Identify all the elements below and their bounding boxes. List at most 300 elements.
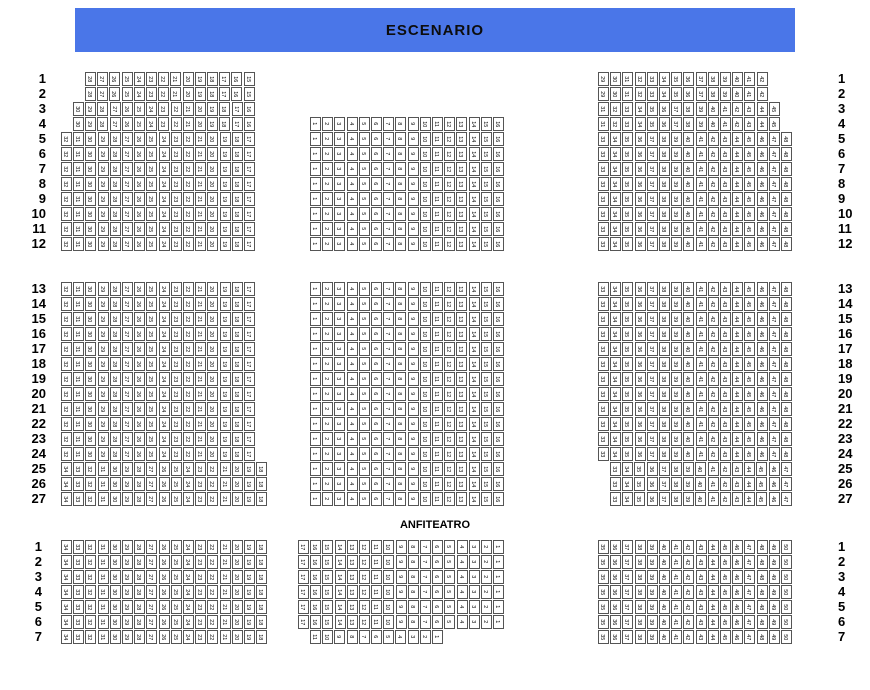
seat[interactable]: 33 xyxy=(598,237,609,251)
seat[interactable]: 3 xyxy=(334,192,345,206)
seat[interactable]: 9 xyxy=(334,630,345,644)
seat[interactable]: 41 xyxy=(671,555,682,569)
seat[interactable]: 38 xyxy=(635,540,646,554)
seat[interactable]: 25 xyxy=(146,387,157,401)
seat[interactable]: 8 xyxy=(408,600,419,614)
seat[interactable]: 43 xyxy=(720,447,731,461)
seat[interactable]: 35 xyxy=(598,540,609,554)
seat[interactable]: 19 xyxy=(220,237,231,251)
seat[interactable]: 13 xyxy=(456,387,467,401)
seat[interactable]: 12 xyxy=(359,570,370,584)
seat[interactable]: 48 xyxy=(757,540,768,554)
seat[interactable]: 23 xyxy=(146,72,157,86)
seat[interactable]: 25 xyxy=(146,297,157,311)
seat[interactable]: 33 xyxy=(73,462,84,476)
seat[interactable]: 33 xyxy=(622,117,633,131)
seat[interactable]: 38 xyxy=(708,87,719,101)
seat[interactable]: 14 xyxy=(335,600,346,614)
seat[interactable]: 48 xyxy=(781,192,792,206)
seat[interactable]: 35 xyxy=(622,402,633,416)
seat[interactable]: 48 xyxy=(781,132,792,146)
seat[interactable]: 32 xyxy=(85,600,96,614)
seat[interactable]: 11 xyxy=(371,570,382,584)
seat[interactable]: 1 xyxy=(310,282,321,296)
seat[interactable]: 18 xyxy=(232,222,243,236)
seat[interactable]: 6 xyxy=(371,192,382,206)
seat[interactable]: 30 xyxy=(85,192,96,206)
seat[interactable]: 49 xyxy=(769,630,780,644)
seat[interactable]: 43 xyxy=(720,357,731,371)
seat[interactable]: 19 xyxy=(220,147,231,161)
seat[interactable]: 44 xyxy=(732,327,743,341)
seat[interactable]: 25 xyxy=(146,282,157,296)
seat[interactable]: 46 xyxy=(757,312,768,326)
seat[interactable]: 47 xyxy=(769,417,780,431)
seat[interactable]: 5 xyxy=(359,477,370,491)
seat[interactable]: 44 xyxy=(732,282,743,296)
seat[interactable]: 47 xyxy=(769,282,780,296)
seat[interactable]: 8 xyxy=(395,477,406,491)
seat[interactable]: 2 xyxy=(322,432,333,446)
seat[interactable]: 26 xyxy=(159,477,170,491)
seat[interactable]: 37 xyxy=(647,237,658,251)
seat[interactable]: 37 xyxy=(647,222,658,236)
seat[interactable]: 28 xyxy=(110,147,121,161)
seat[interactable]: 42 xyxy=(708,192,719,206)
seat[interactable]: 42 xyxy=(683,555,694,569)
seat[interactable]: 8 xyxy=(395,282,406,296)
seat[interactable]: 18 xyxy=(219,117,230,131)
seat[interactable]: 47 xyxy=(781,477,792,491)
seat[interactable]: 40 xyxy=(659,615,670,629)
seat[interactable]: 34 xyxy=(610,147,621,161)
seat[interactable]: 30 xyxy=(85,417,96,431)
seat[interactable]: 21 xyxy=(195,417,206,431)
seat[interactable]: 22 xyxy=(183,402,194,416)
seat[interactable]: 29 xyxy=(98,447,109,461)
seat[interactable]: 14 xyxy=(335,555,346,569)
seat[interactable]: 36 xyxy=(635,222,646,236)
seat[interactable]: 24 xyxy=(183,570,194,584)
seat[interactable]: 24 xyxy=(159,297,170,311)
seat[interactable]: 26 xyxy=(134,297,145,311)
seat[interactable]: 24 xyxy=(159,132,170,146)
seat[interactable]: 50 xyxy=(781,600,792,614)
seat[interactable]: 35 xyxy=(622,417,633,431)
seat[interactable]: 30 xyxy=(85,222,96,236)
seat[interactable]: 48 xyxy=(781,147,792,161)
seat[interactable]: 39 xyxy=(671,282,682,296)
seat[interactable]: 26 xyxy=(134,402,145,416)
seat[interactable]: 24 xyxy=(134,87,145,101)
seat[interactable]: 3 xyxy=(469,570,480,584)
seat[interactable]: 1 xyxy=(310,177,321,191)
seat[interactable]: 30 xyxy=(610,72,621,86)
seat[interactable]: 32 xyxy=(61,357,72,371)
seat[interactable]: 14 xyxy=(469,327,480,341)
seat[interactable]: 28 xyxy=(110,327,121,341)
seat[interactable]: 21 xyxy=(220,462,231,476)
seat[interactable]: 10 xyxy=(383,585,394,599)
seat[interactable]: 6 xyxy=(432,600,443,614)
seat[interactable]: 42 xyxy=(708,162,719,176)
seat[interactable]: 10 xyxy=(383,570,394,584)
seat[interactable]: 6 xyxy=(371,117,382,131)
seat[interactable]: 13 xyxy=(347,585,358,599)
seat[interactable]: 16 xyxy=(493,372,504,386)
seat[interactable]: 18 xyxy=(232,357,243,371)
seat[interactable]: 29 xyxy=(122,630,133,644)
seat[interactable]: 33 xyxy=(598,447,609,461)
seat[interactable]: 16 xyxy=(493,387,504,401)
seat[interactable]: 20 xyxy=(207,177,218,191)
seat[interactable]: 29 xyxy=(122,540,133,554)
seat[interactable]: 41 xyxy=(696,357,707,371)
seat[interactable]: 46 xyxy=(757,402,768,416)
seat[interactable]: 19 xyxy=(220,162,231,176)
seat[interactable]: 43 xyxy=(720,282,731,296)
seat[interactable]: 45 xyxy=(744,447,755,461)
seat[interactable]: 12 xyxy=(444,282,455,296)
seat[interactable]: 40 xyxy=(683,387,694,401)
seat[interactable]: 35 xyxy=(622,162,633,176)
seat[interactable]: 6 xyxy=(432,615,443,629)
seat[interactable]: 3 xyxy=(469,600,480,614)
seat[interactable]: 40 xyxy=(683,147,694,161)
seat[interactable]: 31 xyxy=(98,630,109,644)
seat[interactable]: 20 xyxy=(232,477,243,491)
seat[interactable]: 44 xyxy=(732,432,743,446)
seat[interactable]: 20 xyxy=(232,600,243,614)
seat[interactable]: 2 xyxy=(322,117,333,131)
seat[interactable]: 41 xyxy=(708,477,719,491)
seat[interactable]: 43 xyxy=(720,147,731,161)
seat[interactable]: 42 xyxy=(708,387,719,401)
seat[interactable]: 19 xyxy=(244,570,255,584)
seat[interactable]: 35 xyxy=(622,207,633,221)
seat[interactable]: 3 xyxy=(469,555,480,569)
seat[interactable]: 19 xyxy=(195,72,206,86)
seat[interactable]: 20 xyxy=(207,357,218,371)
seat[interactable]: 29 xyxy=(98,327,109,341)
seat[interactable]: 38 xyxy=(659,387,670,401)
seat[interactable]: 16 xyxy=(310,600,321,614)
seat[interactable]: 24 xyxy=(183,630,194,644)
seat[interactable]: 2 xyxy=(322,132,333,146)
seat[interactable]: 9 xyxy=(408,492,419,506)
seat[interactable]: 27 xyxy=(146,540,157,554)
seat[interactable]: 19 xyxy=(244,585,255,599)
seat[interactable]: 33 xyxy=(598,297,609,311)
seat[interactable]: 38 xyxy=(659,372,670,386)
seat[interactable]: 24 xyxy=(159,372,170,386)
seat[interactable]: 43 xyxy=(696,630,707,644)
seat[interactable]: 11 xyxy=(432,387,443,401)
seat[interactable]: 7 xyxy=(383,297,394,311)
seat[interactable]: 25 xyxy=(146,372,157,386)
seat[interactable]: 8 xyxy=(347,630,358,644)
seat[interactable]: 24 xyxy=(146,117,157,131)
seat[interactable]: 27 xyxy=(122,192,133,206)
seat[interactable]: 6 xyxy=(371,222,382,236)
seat[interactable]: 16 xyxy=(493,132,504,146)
seat[interactable]: 16 xyxy=(493,432,504,446)
seat[interactable]: 2 xyxy=(322,477,333,491)
seat[interactable]: 16 xyxy=(244,102,255,116)
seat[interactable]: 33 xyxy=(598,282,609,296)
seat[interactable]: 31 xyxy=(598,102,609,116)
seat[interactable]: 25 xyxy=(171,540,182,554)
seat[interactable]: 2 xyxy=(481,540,492,554)
seat[interactable]: 16 xyxy=(493,237,504,251)
seat[interactable]: 40 xyxy=(659,570,670,584)
seat[interactable]: 23 xyxy=(195,540,206,554)
seat[interactable]: 37 xyxy=(647,327,658,341)
seat[interactable]: 39 xyxy=(683,477,694,491)
seat[interactable]: 43 xyxy=(696,615,707,629)
seat[interactable]: 37 xyxy=(622,630,633,644)
seat[interactable]: 5 xyxy=(359,192,370,206)
seat[interactable]: 21 xyxy=(170,87,181,101)
seat[interactable]: 14 xyxy=(469,117,480,131)
seat[interactable]: 31 xyxy=(622,72,633,86)
seat[interactable]: 31 xyxy=(598,117,609,131)
seat[interactable]: 44 xyxy=(732,297,743,311)
seat[interactable]: 32 xyxy=(61,177,72,191)
seat[interactable]: 41 xyxy=(696,222,707,236)
seat[interactable]: 13 xyxy=(456,342,467,356)
seat[interactable]: 45 xyxy=(756,462,767,476)
seat[interactable]: 18 xyxy=(232,417,243,431)
seat[interactable]: 8 xyxy=(395,372,406,386)
seat[interactable]: 43 xyxy=(696,600,707,614)
seat[interactable]: 21 xyxy=(220,600,231,614)
seat[interactable]: 12 xyxy=(444,162,455,176)
seat[interactable]: 11 xyxy=(432,372,443,386)
seat[interactable]: 49 xyxy=(769,600,780,614)
seat[interactable]: 36 xyxy=(635,207,646,221)
seat[interactable]: 9 xyxy=(408,207,419,221)
seat[interactable]: 10 xyxy=(420,297,431,311)
seat[interactable]: 14 xyxy=(469,342,480,356)
seat[interactable]: 3 xyxy=(469,540,480,554)
seat[interactable]: 29 xyxy=(122,600,133,614)
seat[interactable]: 36 xyxy=(635,282,646,296)
seat[interactable]: 12 xyxy=(359,585,370,599)
seat[interactable]: 21 xyxy=(195,132,206,146)
seat[interactable]: 24 xyxy=(159,357,170,371)
seat[interactable]: 23 xyxy=(171,207,182,221)
seat[interactable]: 31 xyxy=(98,585,109,599)
seat[interactable]: 48 xyxy=(781,447,792,461)
seat[interactable]: 3 xyxy=(334,402,345,416)
seat[interactable]: 17 xyxy=(244,177,255,191)
seat[interactable]: 47 xyxy=(769,297,780,311)
seat[interactable]: 1 xyxy=(310,447,321,461)
seat[interactable]: 31 xyxy=(73,207,84,221)
seat[interactable]: 33 xyxy=(598,132,609,146)
seat[interactable]: 36 xyxy=(610,570,621,584)
seat[interactable]: 12 xyxy=(444,417,455,431)
seat[interactable]: 46 xyxy=(757,237,768,251)
seat[interactable]: 7 xyxy=(383,357,394,371)
seat[interactable]: 17 xyxy=(244,372,255,386)
seat[interactable]: 15 xyxy=(322,585,333,599)
seat[interactable]: 41 xyxy=(744,87,755,101)
seat[interactable]: 46 xyxy=(757,387,768,401)
seat[interactable]: 44 xyxy=(708,540,719,554)
seat[interactable]: 8 xyxy=(395,207,406,221)
seat[interactable]: 9 xyxy=(396,615,407,629)
seat[interactable]: 2 xyxy=(322,177,333,191)
seat[interactable]: 18 xyxy=(232,387,243,401)
seat[interactable]: 21 xyxy=(220,555,231,569)
seat[interactable]: 8 xyxy=(395,447,406,461)
seat[interactable]: 39 xyxy=(671,207,682,221)
seat[interactable]: 15 xyxy=(481,492,492,506)
seat[interactable]: 46 xyxy=(757,147,768,161)
seat[interactable]: 23 xyxy=(171,402,182,416)
seat[interactable]: 17 xyxy=(244,417,255,431)
seat[interactable]: 14 xyxy=(469,207,480,221)
seat[interactable]: 46 xyxy=(757,282,768,296)
seat[interactable]: 36 xyxy=(610,600,621,614)
seat[interactable]: 23 xyxy=(195,630,206,644)
seat[interactable]: 11 xyxy=(371,585,382,599)
seat[interactable]: 23 xyxy=(171,372,182,386)
seat[interactable]: 15 xyxy=(481,417,492,431)
seat[interactable]: 38 xyxy=(659,297,670,311)
seat[interactable]: 9 xyxy=(408,177,419,191)
seat[interactable]: 37 xyxy=(647,162,658,176)
seat[interactable]: 20 xyxy=(195,117,206,131)
seat[interactable]: 2 xyxy=(322,387,333,401)
seat[interactable]: 46 xyxy=(757,192,768,206)
seat[interactable]: 36 xyxy=(659,117,670,131)
seat[interactable]: 17 xyxy=(244,327,255,341)
seat[interactable]: 34 xyxy=(635,117,646,131)
seat[interactable]: 28 xyxy=(110,222,121,236)
seat[interactable]: 26 xyxy=(122,117,133,131)
seat[interactable]: 14 xyxy=(469,492,480,506)
seat[interactable]: 5 xyxy=(359,177,370,191)
seat[interactable]: 17 xyxy=(244,192,255,206)
seat[interactable]: 30 xyxy=(73,117,84,131)
seat[interactable]: 47 xyxy=(769,132,780,146)
seat[interactable]: 5 xyxy=(359,387,370,401)
seat[interactable]: 46 xyxy=(757,222,768,236)
seat[interactable]: 3 xyxy=(334,372,345,386)
seat[interactable]: 21 xyxy=(195,282,206,296)
seat[interactable]: 27 xyxy=(122,237,133,251)
seat[interactable]: 43 xyxy=(732,477,743,491)
seat[interactable]: 15 xyxy=(481,387,492,401)
seat[interactable]: 42 xyxy=(732,117,743,131)
seat[interactable]: 7 xyxy=(420,555,431,569)
seat[interactable]: 38 xyxy=(659,417,670,431)
seat[interactable]: 22 xyxy=(183,342,194,356)
seat[interactable]: 12 xyxy=(444,357,455,371)
seat[interactable]: 40 xyxy=(659,555,670,569)
seat[interactable]: 2 xyxy=(322,417,333,431)
seat[interactable]: 28 xyxy=(110,177,121,191)
seat[interactable]: 36 xyxy=(635,402,646,416)
seat[interactable]: 17 xyxy=(244,357,255,371)
seat[interactable]: 16 xyxy=(493,342,504,356)
seat[interactable]: 9 xyxy=(396,585,407,599)
seat[interactable]: 10 xyxy=(420,447,431,461)
seat[interactable]: 15 xyxy=(481,462,492,476)
seat[interactable]: 21 xyxy=(220,540,231,554)
seat[interactable]: 12 xyxy=(444,207,455,221)
seat[interactable]: 42 xyxy=(708,327,719,341)
seat[interactable]: 4 xyxy=(347,402,358,416)
seat[interactable]: 15 xyxy=(481,327,492,341)
seat[interactable]: 26 xyxy=(134,282,145,296)
seat[interactable]: 36 xyxy=(635,387,646,401)
seat[interactable]: 7 xyxy=(359,630,370,644)
seat[interactable]: 7 xyxy=(383,207,394,221)
seat[interactable]: 2 xyxy=(322,282,333,296)
seat[interactable]: 9 xyxy=(408,372,419,386)
seat[interactable]: 26 xyxy=(134,192,145,206)
seat[interactable]: 31 xyxy=(98,492,109,506)
seat[interactable]: 28 xyxy=(110,387,121,401)
seat[interactable]: 33 xyxy=(598,432,609,446)
seat[interactable]: 26 xyxy=(159,600,170,614)
seat[interactable]: 46 xyxy=(757,447,768,461)
seat[interactable]: 20 xyxy=(207,417,218,431)
seat[interactable]: 13 xyxy=(456,117,467,131)
seat[interactable]: 4 xyxy=(457,615,468,629)
seat[interactable]: 9 xyxy=(408,342,419,356)
seat[interactable]: 25 xyxy=(171,570,182,584)
seat[interactable]: 12 xyxy=(444,492,455,506)
seat[interactable]: 35 xyxy=(598,600,609,614)
seat[interactable]: 4 xyxy=(347,132,358,146)
seat[interactable]: 17 xyxy=(244,237,255,251)
seat[interactable]: 33 xyxy=(647,87,658,101)
seat[interactable]: 43 xyxy=(696,585,707,599)
seat[interactable]: 22 xyxy=(183,192,194,206)
seat[interactable]: 21 xyxy=(195,432,206,446)
seat[interactable]: 36 xyxy=(647,462,658,476)
seat[interactable]: 28 xyxy=(110,282,121,296)
seat[interactable]: 46 xyxy=(757,162,768,176)
seat[interactable]: 24 xyxy=(159,312,170,326)
seat[interactable]: 31 xyxy=(73,132,84,146)
seat[interactable]: 13 xyxy=(456,357,467,371)
seat[interactable]: 23 xyxy=(195,492,206,506)
seat[interactable]: 36 xyxy=(635,417,646,431)
seat[interactable]: 11 xyxy=(371,615,382,629)
seat[interactable]: 1 xyxy=(310,312,321,326)
seat[interactable]: 11 xyxy=(371,540,382,554)
seat[interactable]: 47 xyxy=(769,192,780,206)
seat[interactable]: 6 xyxy=(371,432,382,446)
seat[interactable]: 34 xyxy=(610,357,621,371)
seat[interactable]: 20 xyxy=(232,570,243,584)
seat[interactable]: 30 xyxy=(85,147,96,161)
seat[interactable]: 6 xyxy=(371,207,382,221)
seat[interactable]: 12 xyxy=(444,462,455,476)
seat[interactable]: 11 xyxy=(310,630,321,644)
seat[interactable]: 39 xyxy=(671,192,682,206)
seat[interactable]: 8 xyxy=(408,540,419,554)
seat[interactable]: 19 xyxy=(244,477,255,491)
seat[interactable]: 1 xyxy=(310,222,321,236)
seat[interactable]: 40 xyxy=(695,492,706,506)
